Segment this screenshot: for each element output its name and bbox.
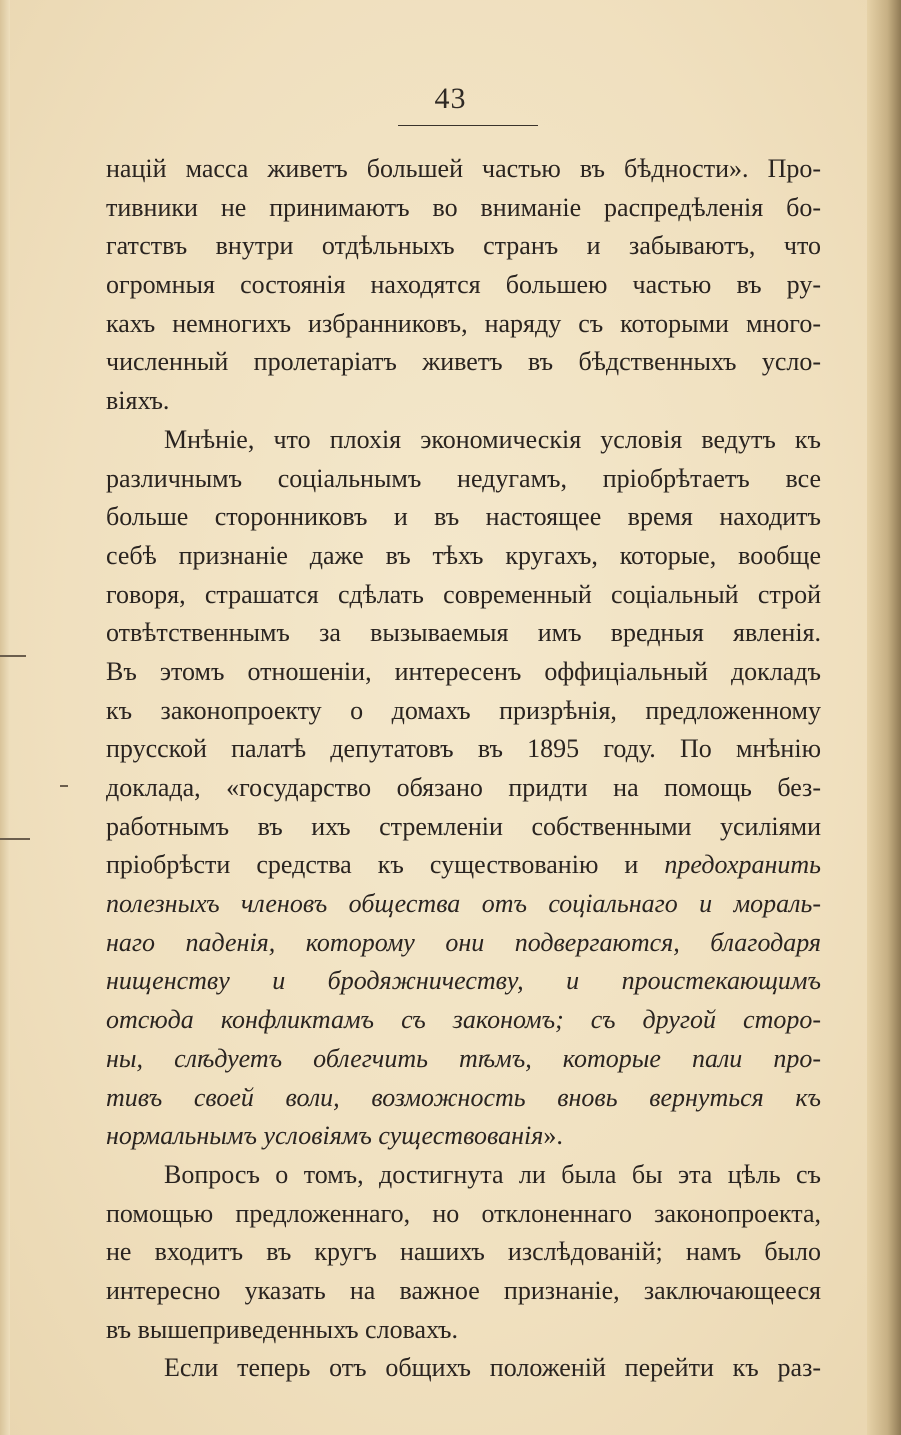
text-line: прусской палатѣ депутатовъ въ 1895 году. По мнѣнію: [106, 734, 821, 764]
text-line: Въ этомъ отношеніи, интересенъ оффиціальный докладъ: [106, 656, 821, 686]
text-line: Мнѣніе, что плохія экономическія условія ведутъ къ: [164, 424, 821, 454]
text-line: доклада, «государство обязано придти на помощь без-: [106, 773, 821, 802]
text-line-italic: наго паденія, которому они подвергаются, благодаря: [106, 927, 821, 957]
text-line: Вопросъ о томъ, достигнута ли была бы эта цѣль съ: [164, 1159, 821, 1189]
text-line-italic: отсюда конфликтамъ съ закономъ; съ другой сторо-: [106, 1005, 821, 1035]
text-line: больше сторонниковъ и въ настоящее время находитъ: [106, 502, 821, 532]
text-line: къ законопроекту о домахъ призрѣнія, предложенному: [106, 695, 821, 725]
italic-text: нормальнымъ условіямъ существованія: [106, 1121, 544, 1151]
text-line: Если теперь отъ общихъ положеній перейти къ раз-: [164, 1353, 821, 1383]
text-line: себѣ признаніе даже въ тѣхъ кругахъ, которые, вообще: [106, 540, 821, 570]
text-line: віяхъ.: [106, 386, 170, 416]
text-line-italic: нищенству и бродяжничеству, и проистекающимъ: [106, 966, 821, 996]
text-line: помощью предложеннаго, но отклоненнаго законопроекта,: [106, 1198, 821, 1228]
text-line: работнымъ въ ихъ стремленіи собственными усиліями: [106, 811, 821, 841]
text-line: не входитъ въ кругъ нашихъ изслѣдованій; намъ было: [106, 1237, 821, 1267]
page-number: 43: [434, 82, 467, 115]
text-line: численный пролетаріатъ живетъ въ бѣдственныхъ усло-: [106, 347, 821, 377]
text-line: пріобрѣсти средства къ существованію и предохранить: [106, 850, 821, 880]
text-line-italic: полезныхъ членовъ общества отъ соціальнаго и мораль-: [106, 889, 821, 919]
text-line-italic: тивъ своей воли, возможность вновь вернуться къ: [106, 1082, 821, 1112]
text-line: нормальнымъ условіямъ существованія».: [106, 1121, 563, 1151]
text-line: огромныя состоянія находятся большею частью въ ру-: [106, 270, 821, 300]
text-line: тивники не принимаютъ во вниманіе распредѣленія бо-: [106, 192, 821, 222]
text-line: отвѣтственнымъ за вызываемыя имъ вредныя явленія.: [106, 618, 821, 648]
text-line: различнымъ соціальнымъ недугамъ, пріобрѣтаетъ все: [106, 463, 821, 493]
text-line: говоря, страшатся сдѣлать современный соціальный строй: [106, 579, 821, 609]
italic-text: предохранить: [664, 850, 821, 880]
text-line: интересно указать на важное признаніе, заключающееся: [106, 1275, 821, 1305]
text-line: въ вышеприведенныхъ словахъ.: [106, 1314, 458, 1344]
page-number-rule: [398, 125, 538, 126]
margin-mark: [0, 838, 30, 840]
text-line-italic: ны, слѣдуетъ облегчить тѣмъ, которые пали про-: [106, 1043, 821, 1073]
page-left-edge: [0, 0, 10, 1435]
text-line: кахъ немногихъ избранниковъ, наряду съ которыми много-: [106, 308, 821, 338]
margin-mark: [60, 785, 68, 787]
page-right-edge: [867, 0, 901, 1435]
body-text: [106, 150, 821, 1388]
margin-mark: [0, 655, 26, 657]
text-line: гатствъ внутри отдѣльныхъ странъ и забываютъ, что: [106, 231, 821, 261]
text-line: націй масса живетъ большей частью въ бѣдности». Про-: [106, 154, 821, 183]
